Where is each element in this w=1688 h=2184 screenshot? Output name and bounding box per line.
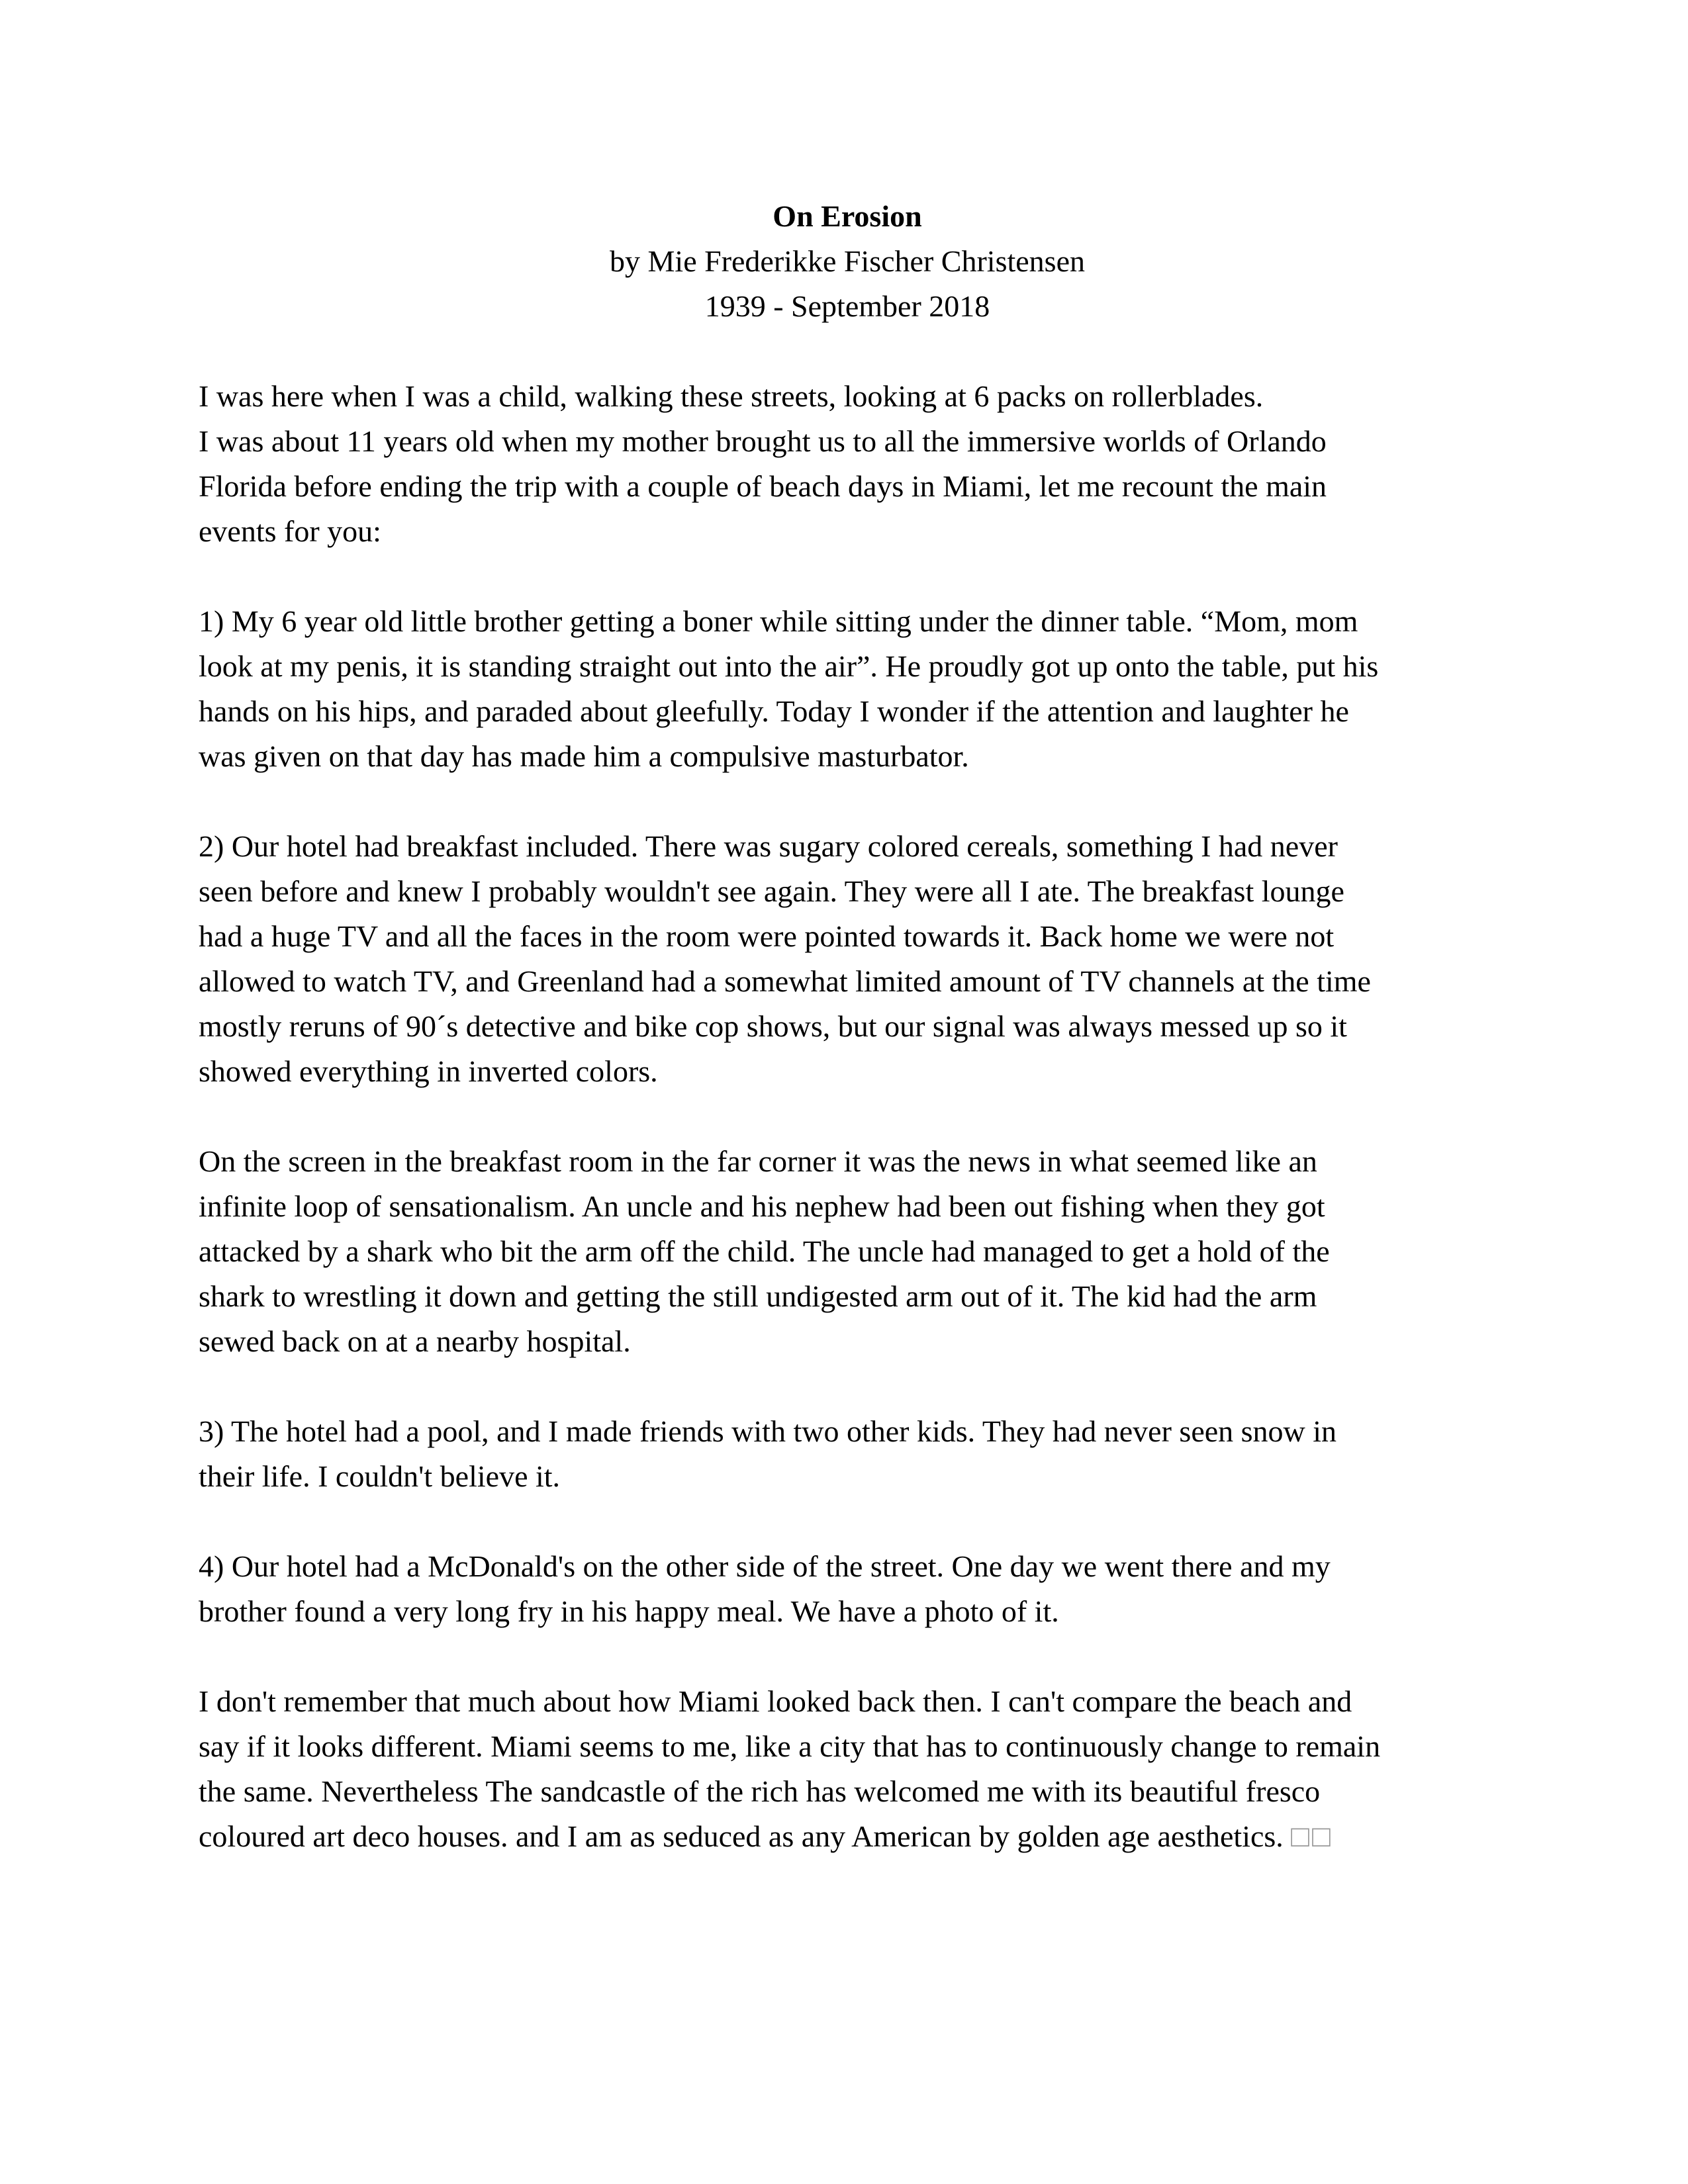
line-text: brother found a very long fry in his happy meal. We have a photo of it. (199, 1594, 1059, 1628)
paragraph-spacer (199, 1634, 1496, 1679)
paragraph-line (199, 464, 1496, 509)
line-text: attacked by a shark who bit the arm off the child. The uncle had managed to get a hold of the (199, 1234, 1330, 1268)
line-text: events for you: (199, 514, 381, 548)
paragraph-line (199, 1724, 1496, 1769)
paragraph (199, 1409, 1496, 1499)
document-body (199, 329, 1496, 1859)
paragraph-line (199, 1139, 1496, 1184)
paragraph (199, 599, 1496, 779)
line-text: shark to wrestling it down and getting the still undigested arm out of it. The kid had the arm (199, 1279, 1317, 1313)
paragraph (199, 1544, 1496, 1634)
paragraph-line (199, 1229, 1496, 1274)
paragraph-line (199, 1319, 1496, 1364)
paragraph-line (199, 374, 1496, 419)
line-text: Florida before ending the trip with a couple of beach days in Miami, let me recount the main (199, 469, 1327, 503)
paragraph-line (199, 959, 1496, 1004)
line-text: I was about 11 years old when my mother brought us to all the immersive worlds of Orlando (199, 424, 1327, 458)
paragraph-line (199, 1274, 1496, 1319)
line-text: sewed back on at a nearby hospital. (199, 1324, 631, 1358)
paragraph (199, 824, 1496, 1094)
line-text: 2) Our hotel had breakfast included. There was sugary colored cereals, something I had never (199, 829, 1338, 863)
paragraph-line (199, 824, 1496, 869)
line-text: mostly reruns of 90´s detective and bike cop shows, but our signal was always messed up so it (199, 1009, 1347, 1043)
line-text: was given on that day has made him a compulsive masturbator. (199, 739, 969, 773)
line-text: say if it looks different. Miami seems to me, like a city that has to continuously change to remain (199, 1729, 1381, 1763)
paragraph (199, 1139, 1496, 1364)
line-text: hands on his hips, and paraded about gleefully. Today I wonder if the attention and laughter he (199, 694, 1349, 728)
line-text: coloured art deco houses. and I am as seduced as any American by golden age aesthetics. (199, 1819, 1284, 1853)
paragraph-line (199, 1049, 1496, 1094)
paragraph-spacer (199, 779, 1496, 824)
paragraph-line (199, 1589, 1496, 1634)
paragraph-line (199, 419, 1496, 464)
line-text: 4) Our hotel had a McDonald's on the other side of the street. One day we went there and my (199, 1549, 1331, 1583)
paragraph-spacer (199, 554, 1496, 599)
line-text: I was here when I was a child, walking these streets, looking at 6 packs on rollerblades. (199, 379, 1264, 413)
paragraph-line (199, 1454, 1496, 1499)
paragraph-line (199, 689, 1496, 734)
paragraph (199, 1679, 1496, 1859)
line-text: I don't remember that much about how Miami looked back then. I can't compare the beach and (199, 1684, 1352, 1718)
line-text: On the screen in the breakfast room in the far corner it was the news in what seemed like an (199, 1144, 1317, 1178)
line-text: the same. Nevertheless The sandcastle of the rich has welcomed me with its beautiful fresco (199, 1774, 1321, 1808)
paragraph-line (199, 1184, 1496, 1229)
line-text: showed everything in inverted colors. (199, 1054, 658, 1088)
paragraph-spacer (199, 1499, 1496, 1544)
paragraph-line (199, 1814, 1496, 1859)
line-text: allowed to watch TV, and Greenland had a somewhat limited amount of TV channels at the time (199, 964, 1371, 998)
author-line: by Mie Frederikke Fischer Christensen (610, 244, 1085, 278)
line-text: had a huge TV and all the faces in the room were pointed towards it. Back home we were not (199, 919, 1335, 953)
line-text: infinite loop of sensationalism. An uncle and his nephew had been out fishing when they got (199, 1189, 1325, 1223)
paragraph-line (199, 644, 1496, 689)
paragraph-line (199, 1679, 1496, 1724)
line-text: 3) The hotel had a pool, and I made friends with two other kids. They had never seen snow in (199, 1414, 1337, 1448)
dates-line: 1939 - September 2018 (704, 289, 990, 323)
paragraph-line (199, 599, 1496, 644)
document-page (199, 194, 1496, 1859)
paragraph-line (199, 1544, 1496, 1589)
paragraph-line (199, 1769, 1496, 1814)
paragraph-spacer (199, 1094, 1496, 1139)
missing-glyph-icon: □□ (1291, 1819, 1333, 1853)
line-text: look at my penis, it is standing straight out into the air”. He proudly got up onto the table, put his (199, 649, 1379, 683)
paragraph-spacer (199, 329, 1496, 374)
line-text: seen before and knew I probably wouldn't see again. They were all I ate. The breakfast lounge (199, 874, 1344, 908)
paragraph-line (199, 734, 1496, 779)
line-text: their life. I couldn't believe it. (199, 1459, 561, 1493)
paragraph-line (199, 869, 1496, 914)
paragraph (199, 374, 1496, 554)
paragraph-line (199, 509, 1496, 554)
paragraph-line (199, 914, 1496, 959)
paragraph-spacer (199, 1364, 1496, 1409)
paragraph-line (199, 1004, 1496, 1049)
line-text: 1) My 6 year old little brother getting a boner while sitting under the dinner table. “Mom, mom (199, 604, 1358, 638)
paragraph-line (199, 1409, 1496, 1454)
document-title: On Erosion (773, 199, 922, 233)
